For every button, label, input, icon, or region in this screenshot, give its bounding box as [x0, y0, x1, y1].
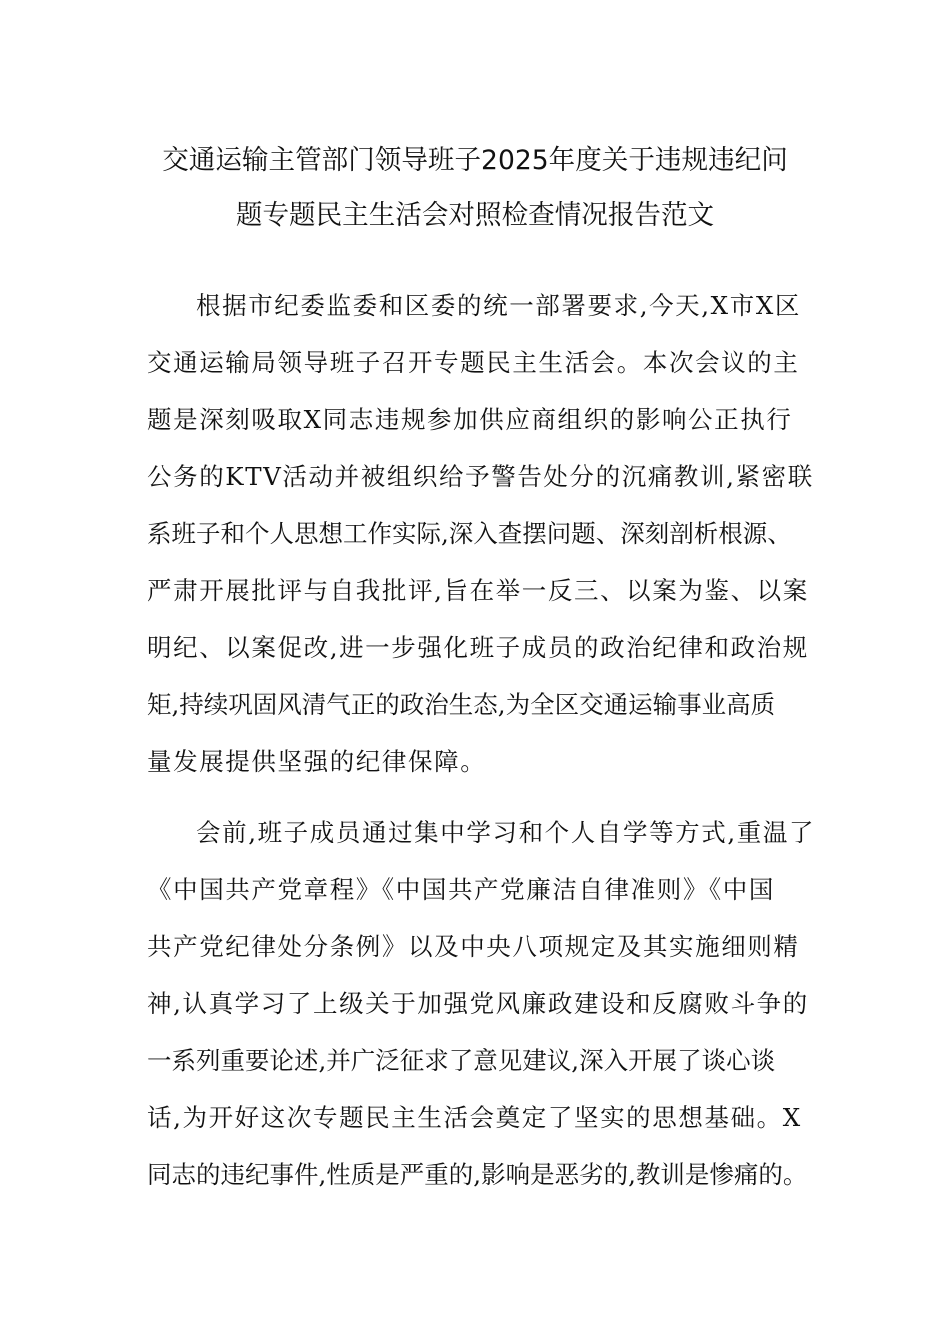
- paragraph-2-line-2: 《中国共产党章程》《中国共产党廉洁自律准则》《中国: [147, 875, 775, 904]
- paragraph-1-line-8: 矩,持续巩固风清气正的政治生态,为全区交通运输事业高质: [147, 690, 776, 719]
- paragraph-2-line-6: 话,为开好这次专题民主生活会奠定了坚实的思想基础。X: [147, 1103, 802, 1132]
- paragraph-2-line-5: 一系列重要论述,并广泛征求了意见建议,深入开展了谈心谈: [147, 1046, 776, 1075]
- paragraph-1-line-5: 系班子和个人思想工作实际,深入查摆问题、深刻剖析根源、: [147, 519, 792, 548]
- paragraph-2-line-3: 共产党纪律处分条例》以及中央八项规定及其实施细则精: [147, 932, 800, 961]
- paragraph-1-line-2: 交通运输局领导班子召开专题民主生活会。本次会议的主: [147, 348, 800, 377]
- paragraph-1-line-4: 公务的KTV活动并被组织给予警告处分的沉痛教训,紧密联: [147, 462, 814, 491]
- paragraph-2-line-7: 同志的违纪事件,性质是严重的,影响是恶劣的,教训是惨痛的。: [147, 1160, 808, 1189]
- document-title-line-2: 题专题民主生活会对照检查情况报告范文: [235, 200, 715, 231]
- paragraph-2-line-4: 神,认真学习了上级关于加强党风廉政建设和反腐败斗争的: [147, 989, 809, 1018]
- paragraph-1-line-6: 严肃开展批评与自我批评,旨在举一反三、以案为鉴、以案: [147, 576, 809, 605]
- paragraph-1-line-9: 量发展提供坚强的纪律保障。: [147, 747, 487, 776]
- paragraph-1-line-1: 根据市纪委监委和区委的统一部署要求,今天,X市X区: [196, 291, 801, 320]
- document-title-line-1: 交通运输主管部门领导班子2025年度关于违规违纪问: [162, 145, 788, 176]
- paragraph-1-line-7: 明纪、以案促改,进一步强化班子成员的政治纪律和政治规: [147, 633, 809, 662]
- paragraph-1-line-3: 题是深刻吸取X同志违规参加供应商组织的影响公正执行: [147, 405, 793, 434]
- paragraph-2-line-1: 会前,班子成员通过集中学习和个人自学等方式,重温了: [196, 818, 816, 847]
